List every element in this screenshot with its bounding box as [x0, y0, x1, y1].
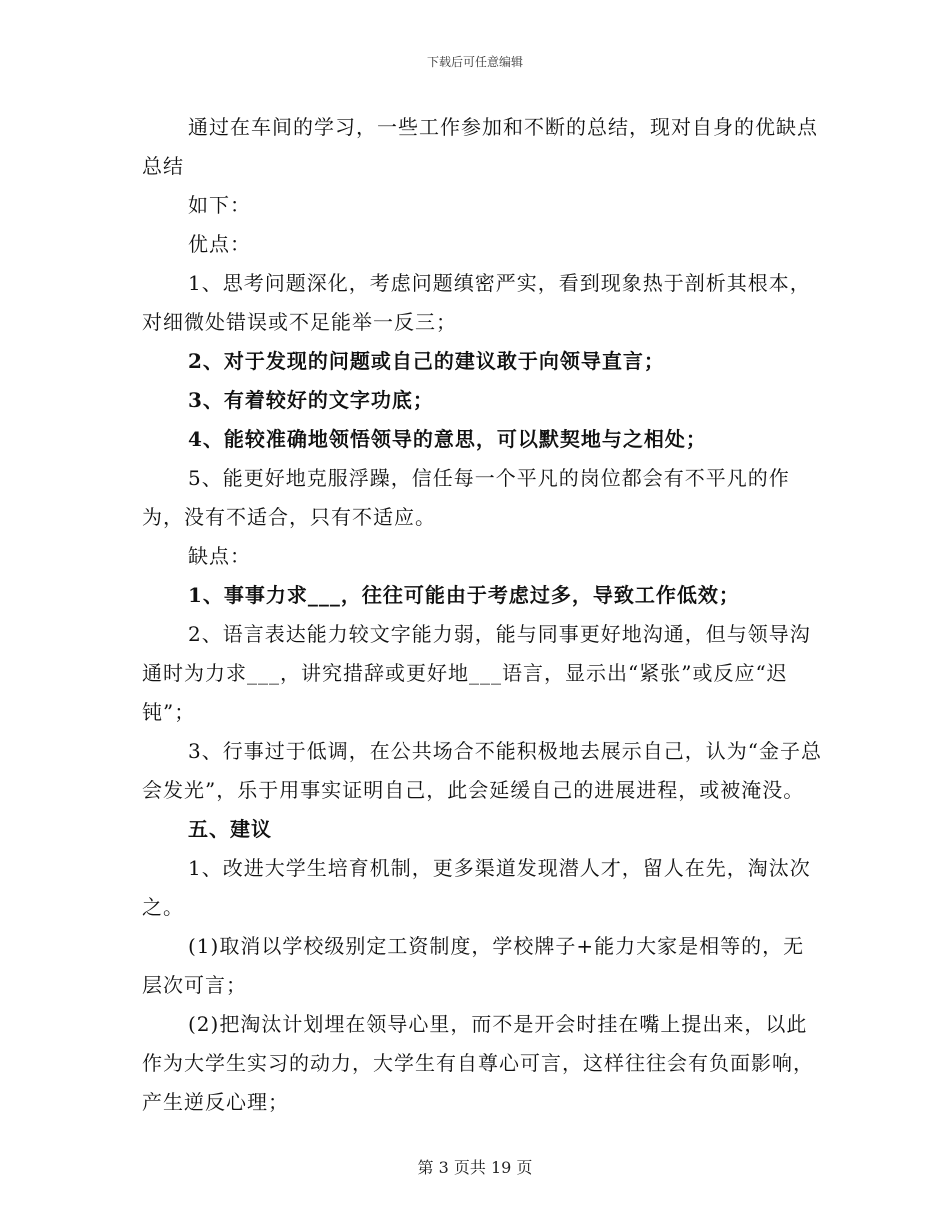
weakness-item-2: 2、语言表达能力较文字能力弱，能与同事更好地沟通，但与领导沟通时为力求___，讲究措辞或更好地___语言，显示出“紧张”或反应“迟钝”；: [142, 622, 811, 724]
suggestion-subitem-1: (1)取消以学校级别定工资制度，学校牌子+能力大家是相等的，无层次可言；: [142, 934, 805, 997]
strength-item-1: 1、思考问题深化，考虑问题缜密严实，看到现象热于剖析其根本，对细微处错误或不足能举一反三；: [142, 271, 811, 334]
section-heading-suggestions: 五、建议: [188, 817, 272, 841]
weakness-item-3: 3、行事过于低调，在公共场合不能积极地去展示自己，认为“金子总会发光”，乐于用事实证明自己，此会延缓自己的进展进程，或被淹没。: [142, 739, 822, 802]
suggestion-subitem-2: (2)把淘汰计划埋在领导心里，而不是开会时挂在嘴上提出来，以此作为大学生实习的动力，大学生有自尊心可言，这样往往会有负面影响，产生逆反心理；: [142, 1012, 814, 1114]
strength-item-4: 4、能较准确地领悟领导的意思，可以默契地与之相处；: [188, 427, 707, 451]
heading-weaknesses: 缺点：: [188, 544, 251, 568]
paragraph-rushang: 如下：: [188, 193, 251, 217]
weakness-item-1: 1、事事力求___，往往可能由于考虑过多，导致工作低效；: [188, 583, 740, 607]
heading-strengths: 优点：: [188, 232, 251, 256]
strength-item-2: 2、对于发现的问题或自己的建议敢于向领导直言；: [188, 349, 665, 373]
document-body: [142, 108, 822, 1122]
page-header: 下载后可任意编辑: [426, 55, 523, 69]
strength-item-3: 3、有着较好的文字功底；: [188, 388, 434, 412]
strength-item-5: 5、能更好地克服浮躁，信任每一个平凡的岗位都会有不平凡的作为，没有不适合，只有不适应。: [142, 466, 790, 529]
page-footer: 第 3 页共 19 页: [417, 1158, 533, 1177]
paragraph-intro: 通过在车间的学习，一些工作参加和不断的总结，现对自身的优缺点总结: [142, 115, 818, 178]
suggestion-item-1: 1、改进大学生培育机制，更多渠道发现潜人才，留人在先，淘汰次之。: [142, 856, 811, 919]
